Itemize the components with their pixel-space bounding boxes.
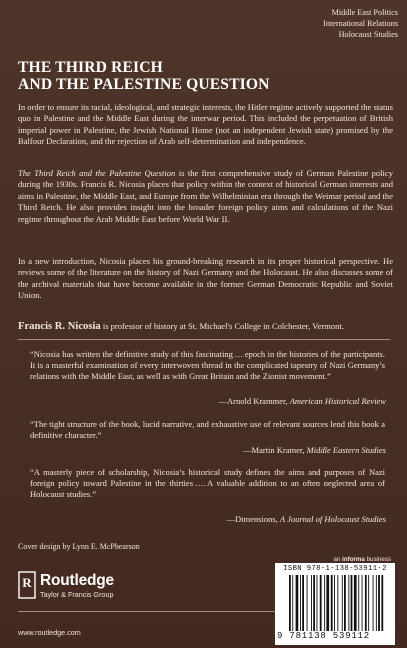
reviewer-name: —Arnold Krammer,	[218, 396, 290, 406]
category-label: International Relations	[323, 19, 398, 29]
divider	[18, 339, 390, 340]
category-label: Holocaust Studies	[338, 30, 398, 40]
author-bio	[18, 321, 396, 332]
review-quote: “The tight structure of the book, lucid narrative, and exhaustive use of relevant sources lend this book a definitive character.”	[30, 419, 385, 441]
routledge-logo-icon	[18, 571, 36, 599]
cover-design-credit: Cover design by Lynn E. McPhearson	[18, 542, 140, 551]
review-source: American Historical Review	[289, 396, 386, 406]
author-bio-text: is professor of history at St. Michael's College in Colchester, Vermont.	[100, 321, 344, 331]
reviewer-name: —Martin Kramer,	[243, 445, 307, 455]
title-line: THE THIRD REICH	[18, 59, 163, 76]
description-paragraph	[18, 168, 393, 225]
review-source: A Journal of Holocaust Studies	[279, 514, 386, 524]
publisher-group: Taylor & Francis Group	[40, 590, 114, 599]
description-paragraph: In order to ensure its racial, ideological, and strategic interests, the Hitler regime actively supported the status quo in Palestine and the Middle East during the interwar period. This included the perpetuation of British imperial power in Palestine, the Jewish National Home (not an independent Jewish state) promised by the Balfour Declaration, and the rejection of Arab self-determination and independence.	[18, 102, 393, 147]
book-title	[18, 60, 270, 94]
review-source: Middle Eastern Studies	[306, 445, 386, 455]
review-quote: “Nicosia has written the definitive study of this fascinating … epoch in the histories of the participants. It is a masterful examination of every interwoven thread in the complicated tapestry of Nazi Germany’s relations with the Middle East, as well as with Great Britain and the Zionist movement.”	[30, 349, 385, 382]
review-attribution	[243, 445, 386, 456]
book-title-italic: The Third Reich and the Palestine Question	[18, 168, 176, 178]
publisher-name: Routledge	[40, 572, 114, 589]
category-label: Middle East Politics	[331, 8, 398, 17]
isbn-label: ISBN 978-1-138-53911-2	[283, 565, 387, 573]
paragraph-text: is the first comprehensive study of German Palestine policy during the 1930s. Francis R. Nicosia places that policy within the context of historical German interests and aims in Palestine, the Middle East, and Europe from the Wilhelminian era through the Weimar period and the Third Reich. He also provides insight into the broader foreign policy aims and calculations of the Nazi regime throughout the Arab Middle East before World War II.	[18, 168, 394, 224]
review-attribution	[227, 514, 386, 525]
title-line: AND THE PALESTINE QUESTION	[18, 75, 270, 93]
description-paragraph: In a new introduction, Nicosia places his ground-breaking research in its proper historical perspective. He reviews some of the literature on the history of Nazi Germany and the Holocaust. He also discusses some of the archival materials that have become available in the former German Democratic Republic and Soviet Union.	[18, 256, 393, 301]
subject-categories	[323, 7, 398, 41]
barcode-panel	[275, 563, 395, 645]
author-name: Francis R. Nicosia	[18, 321, 101, 332]
logo-letter: R	[22, 575, 32, 590]
reviewer-name: —Dimensions,	[226, 514, 280, 524]
publisher-url: www.routledge.com	[18, 628, 81, 637]
informa-tagline: an informa business	[333, 556, 391, 563]
barcode-icon	[289, 575, 385, 631]
informa-brand: informa	[342, 556, 365, 563]
review-quote: “A masterly piece of scholarship, Nicosia’s historical study defines the aims and purposes of Nazi foreign policy toward Palestine in the thirties …. A valuable addition to an often neglected area of Holocaust studies.”	[30, 467, 385, 500]
review-attribution	[219, 396, 387, 407]
barcode-digits: 9 781138 539112	[277, 631, 371, 641]
